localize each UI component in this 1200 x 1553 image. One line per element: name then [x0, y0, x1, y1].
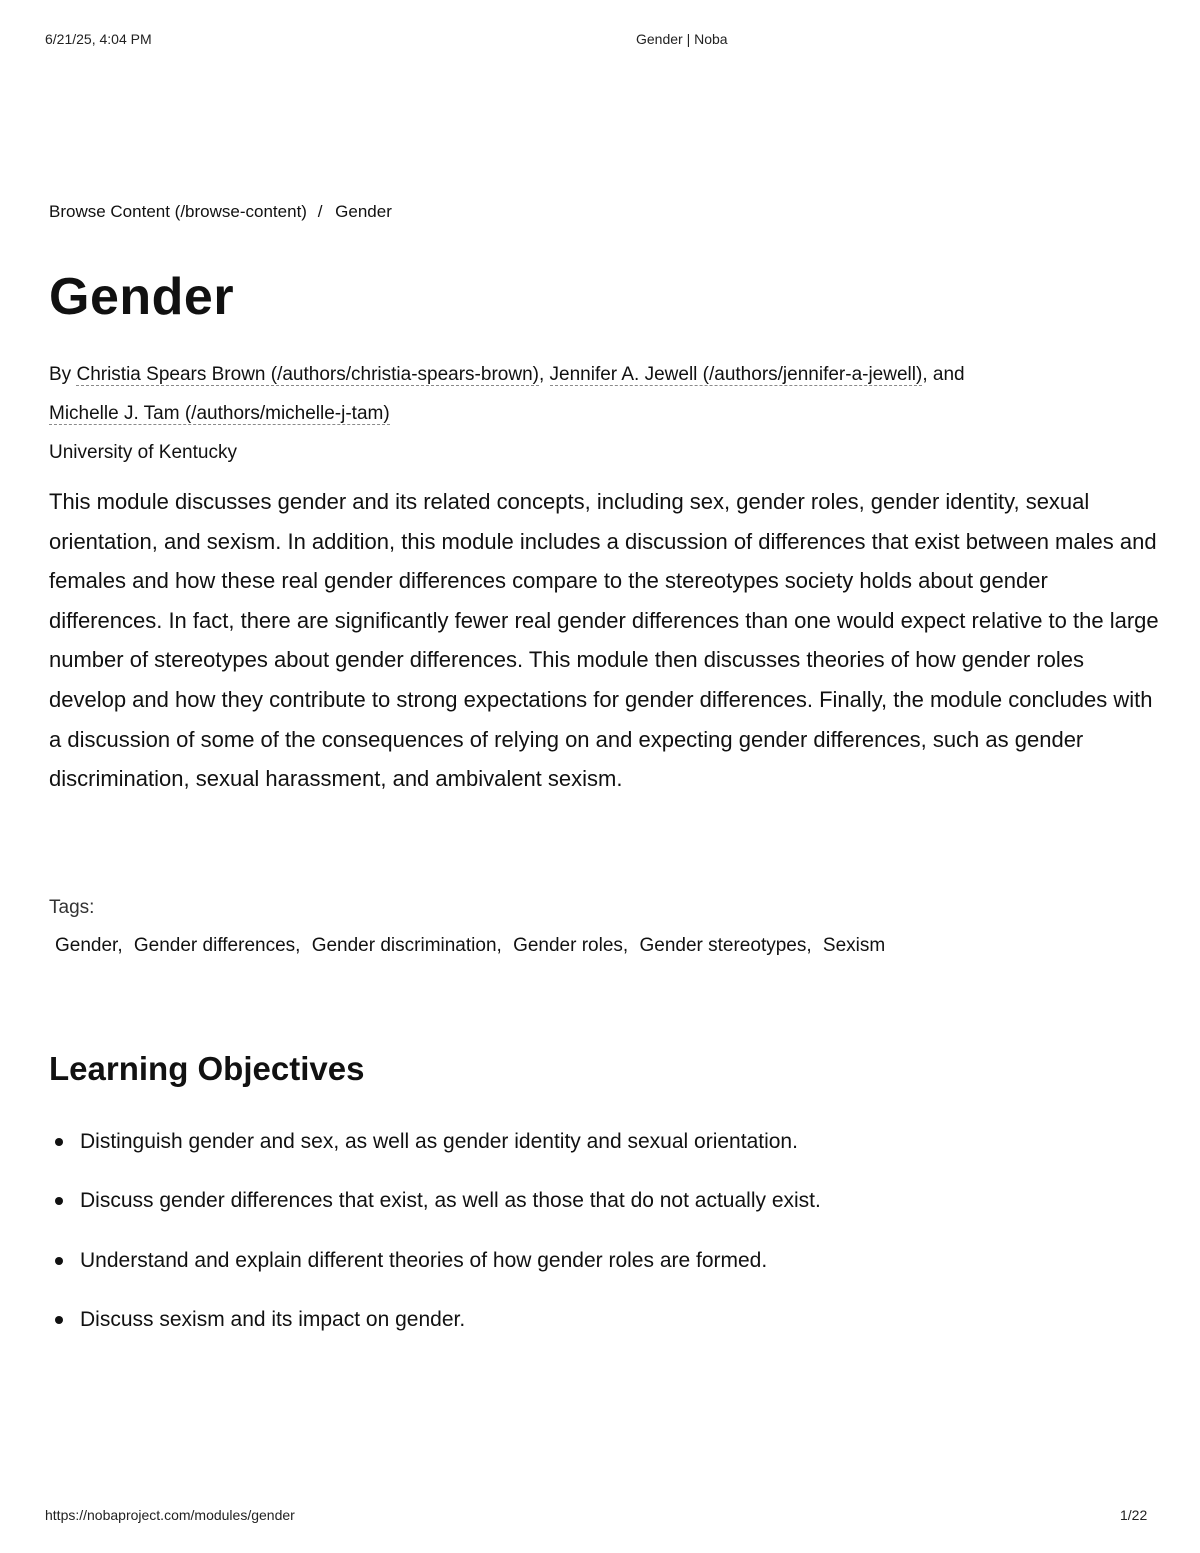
- byline-comma: ,: [922, 364, 928, 385]
- bullet-icon: [55, 1138, 63, 1146]
- tag-link-gender[interactable]: Gender,: [55, 934, 123, 956]
- tag-link-gender-differences[interactable]: Gender differences,: [133, 934, 301, 956]
- tag-link-sexism[interactable]: Sexism: [822, 934, 886, 956]
- bullet-icon: [55, 1316, 63, 1324]
- byline: [49, 355, 1159, 433]
- bullet-icon: [55, 1257, 63, 1265]
- tag-link-gender-stereotypes[interactable]: Gender stereotypes,: [639, 934, 812, 956]
- breadcrumb: [49, 200, 1159, 224]
- abstract: This module discusses gender and its related concepts, including sex, gender roles, gender identity, sexual orientation, and sexism. In addition, this module includes a discussion of differences that exist between males and females and how these real gender differences compare to the stereotypes society holds about gender differences. In fact, there are significantly fewer real gender differences than one would expect relative to the large number of stereotypes about gender differences. This module then discusses theories of how gender roles develop and how they contribute to strong expectations for gender differences. Finally, the module concludes with a discussion of some of the consequences of relying on and expecting gender differences, such as gender discrimination, sexual harassment, and ambivalent sexism.: [49, 489, 1159, 792]
- byline-by: By: [49, 364, 72, 385]
- breadcrumb-separator: /: [317, 202, 323, 221]
- objective-text: Discuss sexism and its impact on gender.: [80, 1308, 466, 1332]
- breadcrumb-current: Gender: [335, 202, 392, 221]
- page-title: Gender: [49, 268, 235, 326]
- list-item: [49, 1305, 1159, 1335]
- author-link-jennifer-a-jewell[interactable]: Jennifer A. Jewell (/authors/jennifer-a-jewell): [549, 364, 923, 385]
- article-content: [49, 200, 1159, 1365]
- breadcrumb-browse-content-link[interactable]: Browse Content (/browse-content): [49, 202, 307, 221]
- objective-text: Understand and explain different theories of how gender roles are formed.: [80, 1248, 768, 1272]
- objective-text: Discuss gender differences that exist, as well as those that do not actually exist.: [80, 1189, 821, 1213]
- print-datetime: 6/21/25, 4:04 PM: [45, 31, 152, 47]
- print-page-number: 1/22: [1120, 1507, 1148, 1523]
- learning-objectives-heading: Learning Objectives: [49, 1049, 365, 1087]
- list-item: [49, 1246, 1159, 1276]
- byline-and: and: [932, 364, 965, 385]
- print-page-title: Gender | Noba: [636, 31, 728, 47]
- bullet-icon: [55, 1197, 63, 1205]
- author-link-michelle-j-tam[interactable]: Michelle J. Tam (/authors/michelle-j-tam): [49, 403, 390, 424]
- print-url: https://nobaproject.com/modules/gender: [45, 1507, 295, 1523]
- list-item: [49, 1127, 1159, 1157]
- affiliation: University of Kentucky: [49, 442, 237, 463]
- tag-link-gender-discrimination[interactable]: Gender discrimination,: [311, 934, 502, 956]
- tag-link-gender-roles[interactable]: Gender roles,: [513, 934, 629, 956]
- learning-objectives-list: [49, 1127, 1159, 1336]
- objective-text: Distinguish gender and sex, as well as gender identity and sexual orientation.: [80, 1129, 798, 1153]
- tags-label: Tags:: [49, 896, 95, 918]
- author-link-christia-spears-brown[interactable]: Christia Spears Brown (/authors/christia-spears-brown): [76, 364, 539, 385]
- byline-comma: ,: [538, 364, 545, 385]
- list-item: [49, 1186, 1159, 1216]
- tag-list: [49, 931, 1159, 961]
